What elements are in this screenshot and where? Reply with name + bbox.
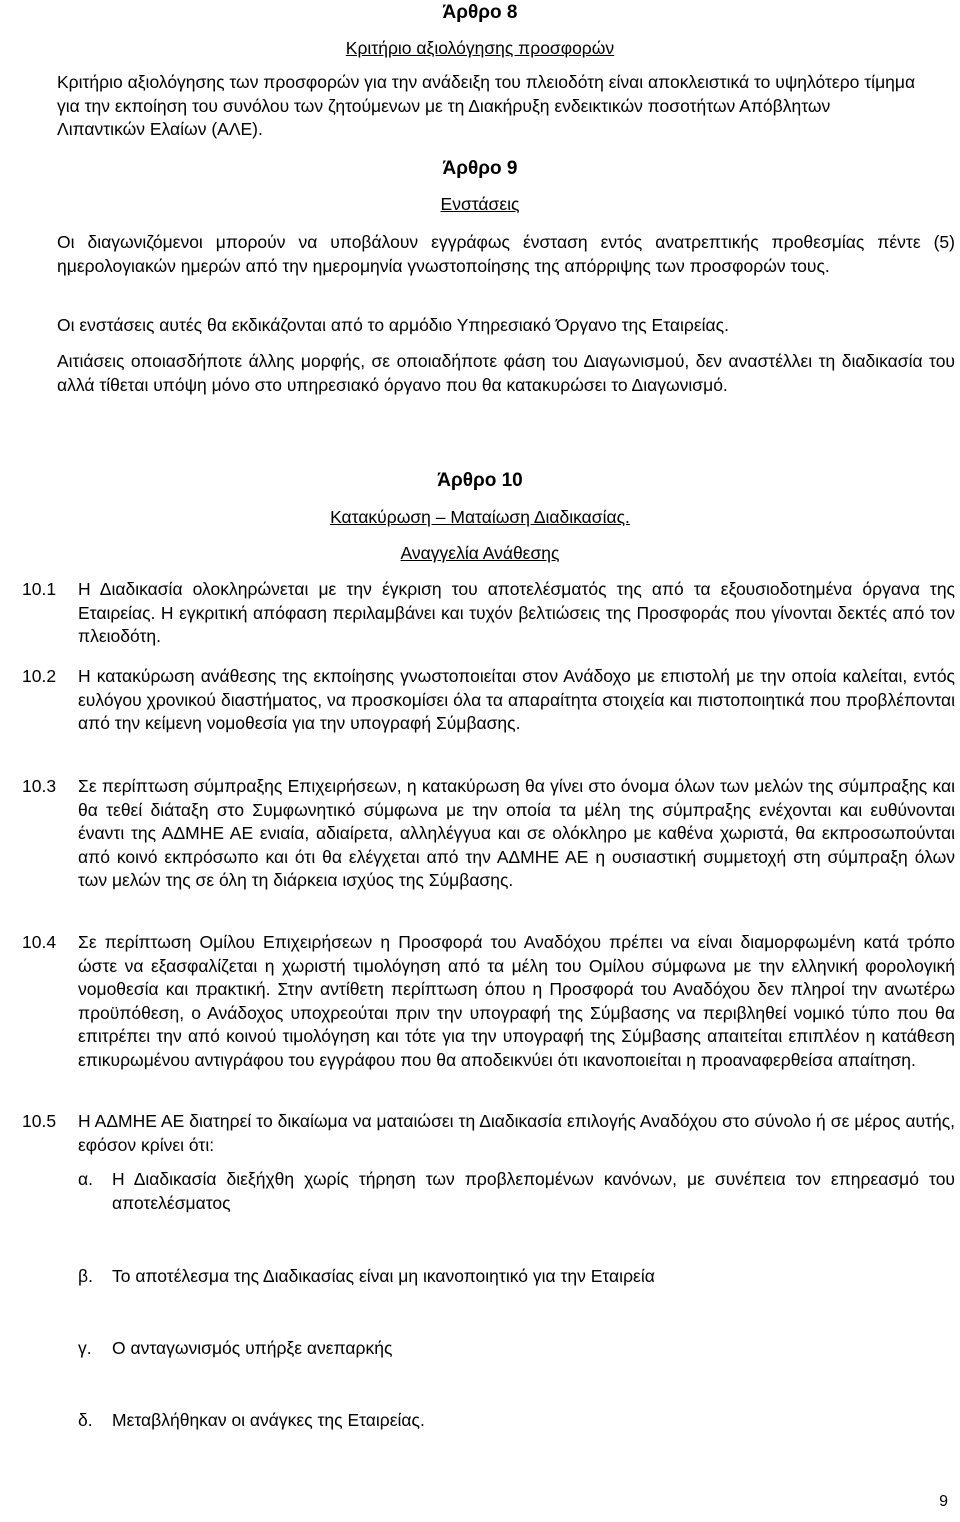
subitem-b-text: Το αποτέλεσμα της Διαδικασίας είναι μη ικανοποιητικό για την Εταιρεία [112,1266,655,1286]
subitem-d-label: δ. [78,1410,93,1430]
item-10-4-number: 10.4 [22,932,57,952]
item-10-1-number: 10.1 [22,579,57,599]
subitem-a-text: Η Διαδικασία διεξήχθη χωρίς τήρηση των προβλεπομένων κανόνων, με συνέπεια τον επηρεασμό του αποτελέσματος [112,1169,955,1213]
article-9-paragraph-1: Οι διαγωνιζόμενοι μπορούν να υποβάλουν εγγράφως ένσταση εντός ανατρεπτικής προθεσμίας πέντε (5) ημερολογιακών ημερών από την ημερομηνία γνωστοποίησης της απόρριψης των προσφορών τους. [57,232,955,276]
article-9-subheading: Ενστάσεις [440,194,520,214]
subitem-c-label: γ. [78,1338,92,1358]
page-number: 9 [939,1493,948,1510]
item-10-1-text: Η Διαδικασία ολοκληρώνεται με την έγκριση του αποτελέσματός της από τα εξουσιοδοτημένα όργανα της Εταιρείας. Η εγκριτική απόφαση περιλαμβάνει και τυχόν βελτιώσεις της Προσφοράς που γίνονται δεκτές από τον πλειοδότη. [78,579,955,646]
article-10-subheading-1: Κατακύρωση – Ματαίωση Διαδικασίας. [330,507,630,527]
item-10-5-text: Η ΑΔΜΗΕ ΑΕ διατηρεί το δικαίωμα να ματαιώσει τη Διαδικασία επιλογής Αναδόχου στο σύνολο ή σε μέρος αυτής, εφόσον κρίνει ότι: [78,1111,955,1155]
item-10-3-text: Σε περίπτωση σύμπραξης Επιχειρήσεων, η κατακύρωση θα γίνει στο όνομα όλων των μελών της σύμπραξης και θα τεθεί διάταξη στο Συμφωνητικό σύμφωνα με την οποία τα μέλη της σύμπραξης ενέχονται και ευθύνονται έναντι της ΑΔΜΗΕ ΑΕ ενιαία, αδιαίρετα, αλληλέγγυα και σε ολόκληρο με καθένα χωριστά, θα εκπροσωπούνται από κοινό εκπρόσωπο και ότι θα ελέγχεται από την ΑΔΜΗΕ ΑΕ η ουσιαστική συμμετοχή στη σύμπραξη όλων των μελών της σε όλη τη διάρκεια ισχύος της Σύμβασης. [78,776,955,890]
item-10-5-number: 10.5 [22,1111,57,1131]
article-8-paragraph: Κριτήριο αξιολόγησης των προσφορών για την ανάδειξη του πλειοδότη είναι αποκλειστικά το υψηλότερο τίμημα για την εκποίηση του συνόλου των ζητούμενων με τη Διακήρυξη ενδεικτικών ποσοτήτων Απόβλητων Λιπαντικών Ελαίων (ΑΛΕ). [57,72,916,139]
item-10-3-number: 10.3 [22,776,57,796]
article-8-subheading: Κριτήριο αξιολόγησης προσφορών [345,38,615,58]
item-10-4-text: Σε περίπτωση Ομίλου Επιχειρήσεων η Προσφορά του Αναδόχου πρέπει να είναι διαμορφωμένη κατά τρόπο ώστε να εξασφαλίζεται η χωριστή τιμολόγηση από τα μέλη του Ομίλου σύμφωνα με την ελληνική φορολογική νομοθεσία και πρακτική. Στην αντίθετη περίπτωση όπου η Προσφορά του Αναδόχου δεν πληροί την ανωτέρω προϋπόθεση, ο Ανάδοχος υποχρεούται πριν την υπογραφή της Σύμβασης να περιβληθεί νομικό τύπο που θα επιτρέπει την από κοινού τιμολόγηση και τότε για την υπογραφή της Σύμβασης απαιτείται επιπλέον η κατάθεση επικυρωμένου αντιγράφου του εγγράφου που θα αποδεικνύει ότι ικανοποιείται η προαναφερθείσα απαίτηση. [78,932,955,1070]
article-9-heading: Άρθρο 9 [442,158,518,179]
article-10-heading: Άρθρο 10 [437,470,523,491]
article-9-paragraph-3: Αιτιάσεις οποιασδήποτε άλλης μορφής, σε οποιαδήποτε φάση του Διαγωνισμού, δεν αναστέλλει τη διαδικασία του αλλά τίθεται υπόψη μόνο στο υπηρεσιακό όργανο που θα κατακυρώσει το Διαγωνισμό. [57,351,955,395]
subitem-c-text: Ο ανταγωνισμός υπήρξε ανεπαρκής [112,1338,393,1358]
subitem-b-label: β. [78,1266,93,1286]
article-9-paragraph-2: Οι ενστάσεις αυτές θα εκδικάζονται από το αρμόδιο Υπηρεσιακό Όργανο της Εταιρείας. [57,315,729,335]
subitem-d-text: Μεταβλήθηκαν οι ανάγκες της Εταιρείας. [112,1410,425,1430]
item-10-2-text: Η κατακύρωση ανάθεσης της εκποίησης γνωστοποιείται στον Ανάδοχο με επιστολή με την οποία καλείται, εντός ευλόγου χρονικού διαστήματος, να προσκομίσει όλα τα απαραίτητα στοιχεία και πιστοποιητικά που προβλέπονται από την κείμενη νομοθεσία για την υπογραφή Σύμβασης. [78,666,955,733]
article-10-subheading-2: Αναγγελία Ανάθεσης [400,543,560,563]
item-10-2-number: 10.2 [22,666,57,686]
article-8-heading: Άρθρο 8 [442,2,518,23]
subitem-a-label: α. [78,1169,93,1189]
